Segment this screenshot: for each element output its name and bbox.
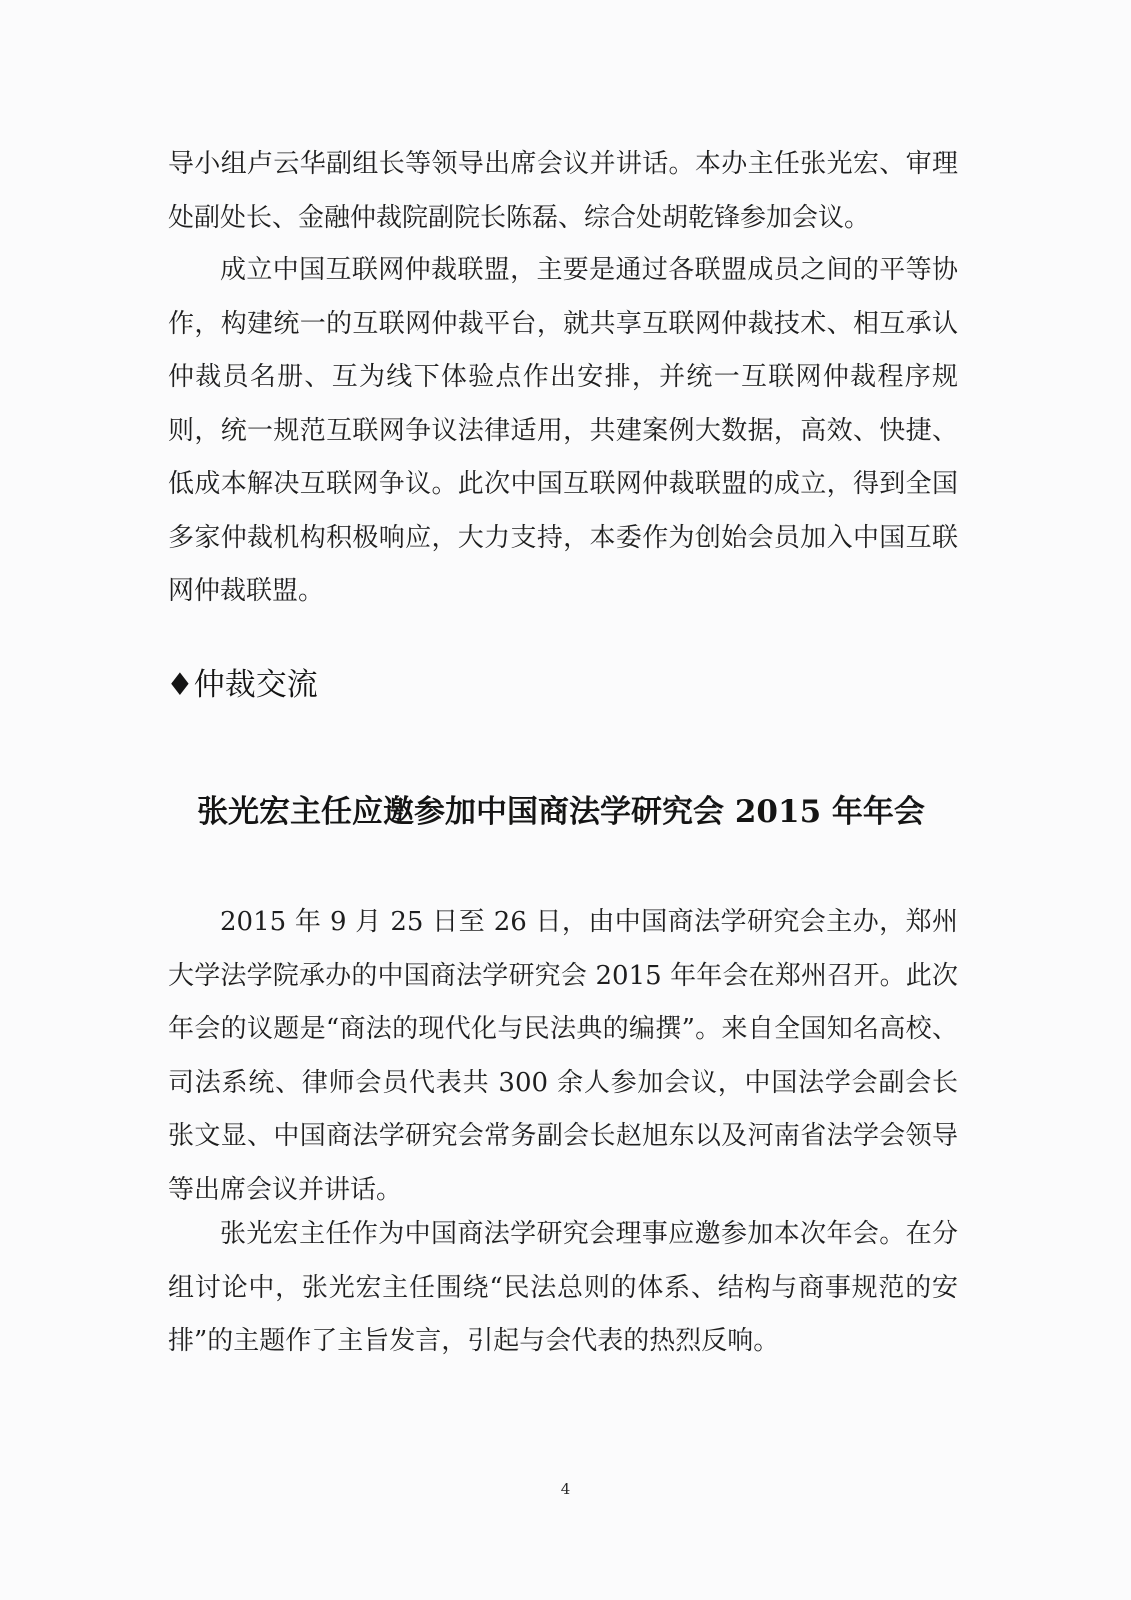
paragraph-alliance: 成立中国互联网仲裁联盟，主要是通过各联盟成员之间的平等协作，构建统一的互联网仲裁平台，就共享互联网仲裁技术、相互承认仲裁员名册、互为线下体验点作出安排，并统一互联网仲裁程序规则，统一规范互联网争议法律适用，共建案例大数据，高效、快捷、低成本解决互联网争议。此次中国互联网仲裁联盟的成立，得到全国多家仲裁机构积极响应，大力支持，本委作为创始会员加入中国互联网仲裁联盟。	[168, 255, 958, 606]
paragraph-continuation: 导小组卢云华副组长等领导出席会议并讲话。本办主任张光宏、审理处副处长、金融仲裁院副院长陈磊、综合处胡乾锋参加会议。	[168, 149, 958, 233]
article-title: 张光宏主任应邀参加中国商法学研究会 2015 年年会	[197, 794, 925, 830]
paragraph-speech: 张光宏主任作为中国商法学研究会理事应邀参加本次年会。在分组讨论中，张光宏主任围绕“民法总则的体系、结构与商事规范的安排”的主题作了主旨发言，引起与会代表的热烈反响。	[168, 1219, 958, 1356]
paragraph-annual-meeting: 2015 年 9 月 25 日至 26 日，由中国商法学研究会主办，郑州大学法学院承办的中国商法学研究会 2015 年年会在郑州召开。此次年会的议题是“商法的现代化与民法典的编撰”。来自全国知名高校、司法系统、律师会员代表共 300 余人参加会议，中国法学会副会长张文显、中国商法学研究会常务副会长赵旭东以及河南省法学会领导等出席会议并讲话。	[168, 907, 958, 1205]
section-heading: ♦仲裁交流	[166, 667, 318, 703]
page-number: 4	[560, 1480, 571, 1498]
